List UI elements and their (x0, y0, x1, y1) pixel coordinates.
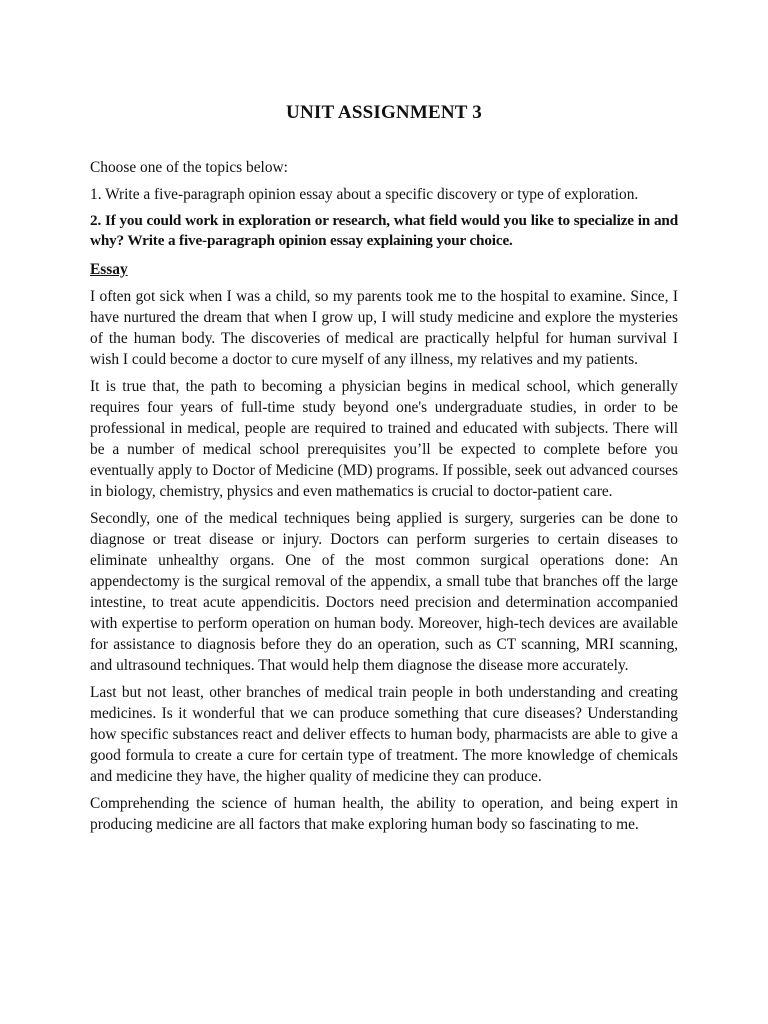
essay-paragraph-4: Last but not least, other branches of medical train people in both understanding and creating medicines. Is it wonderful that we can produce something that cure diseases? Understanding how specific substances react and deliver effects to human body, pharmacists are able to give a good formula to create a cure for certain type of treatment. The more knowledge of chemicals and medicine they have, the higher quality of medicine they can produce. (90, 684, 678, 785)
topic-two: 2. If you could work in exploration or research, what field would you like to specialize in and why? Write a five-paragraph opinion essay explaining your choice. (90, 212, 678, 249)
essay-paragraph-1: I often got sick when I was a child, so my parents took me to the hospital to examine. Since, I have nurtured the dream that when I grow up, I will study medicine and explore the mysteries of the human body. The discoveries of medical are practically helpful for human survival I wish I could become a doctor to cure myself of any illness, my relatives and my patients. (90, 288, 678, 368)
topic-one: 1. Write a five-paragraph opinion essay about a specific discovery or type of exploration. (90, 186, 639, 203)
intro-text: Choose one of the topics below: (90, 159, 288, 176)
essay-paragraph-3: Secondly, one of the medical techniques being applied is surgery, surgeries can be done to diagnose or treat disease or injury. Doctors can perform surgeries to certain diseases to eliminate unhealthy organs. One of the most common surgical operations done: An appendectomy is the surgical removal of the appendix, a small tube that branches off the large intestine, to treat acute appendicitis. Doctors need precision and determination accompanied with expertise to perform operation on human body. Moreover, high-tech devices are available for assistance to diagnosis before they do an operation, such as CT scanning, MRI scanning, and ultrasound techniques. That would help them diagnose the disease more accurately. (90, 510, 678, 674)
essay-paragraph-5: Comprehending the science of human health, the ability to operation, and being expert in producing medicine are all factors that make exploring human body so fascinating to me. (90, 795, 678, 833)
essay-heading: Essay (90, 261, 128, 278)
document-title: UNIT ASSIGNMENT 3 (286, 102, 482, 123)
document-body (90, 157, 678, 841)
essay-paragraph-2: It is true that, the path to becoming a physician begins in medical school, which generally requires four years of full-time study beyond one's undergraduate studies, in order to be professional in medical, people are required to trained and educated with subjects. There will be a number of medical school prerequisites you’ll be expected to complete before you eventually apply to Doctor of Medicine (MD) programs. If possible, seek out advanced courses in biology, chemistry, physics and even mathematics is crucial to doctor-patient care. (90, 378, 678, 500)
